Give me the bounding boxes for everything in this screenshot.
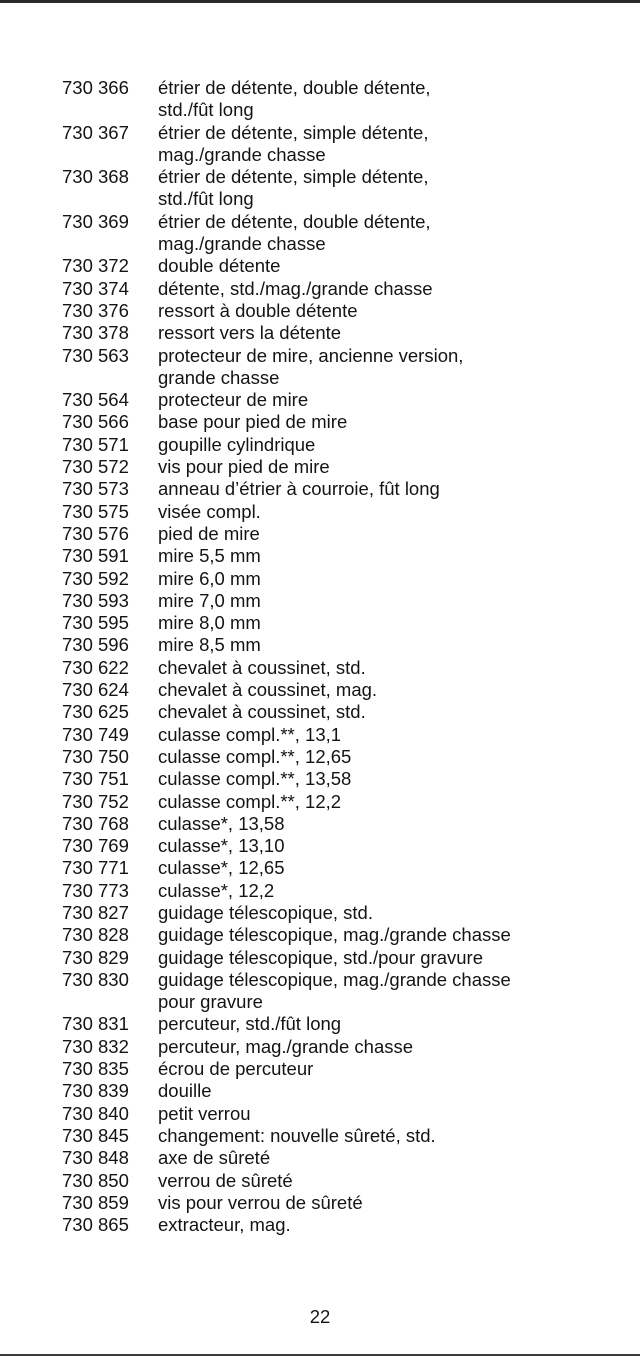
part-number: 730 828 xyxy=(62,924,129,946)
part-description: étrier de détente, simple détente, std./fût long xyxy=(158,166,429,210)
part-description: guidage télescopique, mag./grande chasse pour gravure xyxy=(158,968,511,1013)
part-description: écrou de percuteur xyxy=(158,1058,314,1080)
part-row xyxy=(62,345,632,390)
part-description: percuteur, mag./grande chasse xyxy=(158,1035,414,1057)
part-number: 730 749 xyxy=(62,723,129,745)
part-description: guidage télescopique, std./pour gravure xyxy=(158,946,483,968)
part-row xyxy=(62,947,632,969)
part-number: 730 829 xyxy=(62,946,129,968)
part-number: 730 372 xyxy=(62,255,129,277)
part-number: 730 624 xyxy=(62,679,129,701)
page-number: 22 xyxy=(309,1306,331,1327)
part-row xyxy=(62,122,632,167)
part-number: 730 566 xyxy=(62,411,129,433)
part-number: 730 845 xyxy=(62,1124,129,1146)
part-description: guidage télescopique, std. xyxy=(158,901,373,923)
part-number: 730 839 xyxy=(62,1080,129,1102)
part-description: culasse*, 13,58 xyxy=(158,812,285,834)
part-description: axe de sûreté xyxy=(158,1147,271,1169)
part-number: 730 596 xyxy=(62,634,129,656)
part-row xyxy=(62,255,632,277)
part-number: 730 830 xyxy=(62,968,129,990)
part-number: 730 366 xyxy=(62,77,129,98)
part-description: chevalet à coussinet, mag. xyxy=(158,679,378,701)
part-description: étrier de détente, double détente, std./fût long xyxy=(158,77,431,121)
bottom-border-rule xyxy=(0,1354,640,1356)
part-description: mire 8,5 mm xyxy=(158,634,261,656)
part-number: 730 832 xyxy=(62,1035,129,1057)
part-row xyxy=(62,545,632,567)
part-row xyxy=(62,1058,632,1080)
part-description: verrou de sûreté xyxy=(158,1169,293,1191)
part-row xyxy=(62,411,632,433)
parts-list xyxy=(62,77,632,1236)
part-description: petit verrou xyxy=(158,1102,251,1124)
part-row xyxy=(62,612,632,634)
part-description: vis pour verrou de sûreté xyxy=(158,1191,363,1213)
part-description: mire 5,5 mm xyxy=(158,545,261,567)
part-description: visée compl. xyxy=(158,500,261,522)
part-row xyxy=(62,322,632,344)
part-row xyxy=(62,768,632,790)
part-row xyxy=(62,657,632,679)
part-row xyxy=(62,389,632,411)
part-description: mire 6,0 mm xyxy=(158,567,261,589)
part-description: ressort à double détente xyxy=(158,299,358,321)
part-description: chevalet à coussinet, std. xyxy=(158,701,366,723)
part-row xyxy=(62,278,632,300)
part-row xyxy=(62,1192,632,1214)
part-description: culasse compl.**, 12,65 xyxy=(158,745,352,767)
part-number: 730 572 xyxy=(62,456,129,478)
part-description: percuteur, std./fût long xyxy=(158,1013,342,1035)
part-row xyxy=(62,880,632,902)
part-description: double détente xyxy=(158,255,281,277)
part-number: 730 576 xyxy=(62,522,129,544)
part-row xyxy=(62,835,632,857)
part-row xyxy=(62,211,632,256)
top-border-rule xyxy=(0,0,640,3)
part-number: 730 769 xyxy=(62,835,129,857)
part-number: 730 591 xyxy=(62,545,129,567)
part-description: culasse*, 12,2 xyxy=(158,879,275,901)
part-description: anneau d’étrier à courroie, fût long xyxy=(158,478,440,500)
part-number: 730 850 xyxy=(62,1169,129,1191)
part-row xyxy=(62,590,632,612)
part-row xyxy=(62,924,632,946)
part-row xyxy=(62,746,632,768)
part-number: 730 773 xyxy=(62,879,129,901)
part-row xyxy=(62,77,632,122)
part-number: 730 593 xyxy=(62,589,129,611)
part-description: étrier de détente, double détente, mag./grande chasse xyxy=(158,210,431,255)
part-description: protecteur de mire, ancienne version, grande chasse xyxy=(158,344,464,388)
part-number: 730 768 xyxy=(62,812,129,834)
part-number: 730 840 xyxy=(62,1102,129,1124)
part-description: goupille cylindrique xyxy=(158,433,316,455)
part-row xyxy=(62,1013,632,1035)
part-number: 730 564 xyxy=(62,389,129,411)
part-number: 730 859 xyxy=(62,1191,129,1213)
part-description: détente, std./mag./grande chasse xyxy=(158,277,433,299)
part-row xyxy=(62,701,632,723)
part-number: 730 625 xyxy=(62,701,129,723)
part-row xyxy=(62,813,632,835)
part-row xyxy=(62,300,632,322)
part-number: 730 827 xyxy=(62,901,129,923)
part-number: 730 622 xyxy=(62,656,129,678)
part-row xyxy=(62,791,632,813)
part-number: 730 374 xyxy=(62,277,129,299)
part-description: vis pour pied de mire xyxy=(158,456,330,478)
part-row xyxy=(62,166,632,211)
part-number: 730 575 xyxy=(62,500,129,522)
part-number: 730 367 xyxy=(62,121,129,143)
part-row xyxy=(62,1214,632,1236)
part-number: 730 378 xyxy=(62,322,129,344)
part-description: étrier de détente, simple détente, mag./grande chasse xyxy=(158,121,429,165)
part-description: culasse compl.**, 13,1 xyxy=(158,723,342,745)
part-number: 730 563 xyxy=(62,344,129,366)
part-description: culasse compl.**, 13,58 xyxy=(158,768,352,790)
part-row xyxy=(62,902,632,924)
part-row xyxy=(62,1080,632,1102)
part-description: chevalet à coussinet, std. xyxy=(158,656,366,678)
part-number: 730 369 xyxy=(62,210,129,232)
part-row xyxy=(62,456,632,478)
part-number: 730 571 xyxy=(62,433,129,455)
part-description: guidage télescopique, mag./grande chasse xyxy=(158,924,511,946)
part-description: protecteur de mire xyxy=(158,389,309,411)
part-row xyxy=(62,857,632,879)
part-number: 730 752 xyxy=(62,790,129,812)
part-row xyxy=(62,478,632,500)
part-description: mire 8,0 mm xyxy=(158,612,261,634)
part-number: 730 751 xyxy=(62,768,129,790)
part-description: ressort vers la détente xyxy=(158,322,342,344)
part-number: 730 750 xyxy=(62,745,129,767)
part-number: 730 848 xyxy=(62,1147,129,1169)
part-description: extracteur, mag. xyxy=(158,1214,291,1236)
part-number: 730 592 xyxy=(62,567,129,589)
part-description: culasse compl.**, 12,2 xyxy=(158,790,342,812)
part-row xyxy=(62,501,632,523)
part-number: 730 368 xyxy=(62,166,129,188)
part-row xyxy=(62,724,632,746)
part-number: 730 771 xyxy=(62,857,129,879)
part-description: changement: nouvelle sûreté, std. xyxy=(158,1124,436,1146)
part-row xyxy=(62,523,632,545)
part-number: 730 865 xyxy=(62,1214,129,1236)
part-row xyxy=(62,1170,632,1192)
part-number: 730 595 xyxy=(62,612,129,634)
part-description: base pour pied de mire xyxy=(158,411,348,433)
part-row xyxy=(62,1125,632,1147)
part-number: 730 376 xyxy=(62,299,129,321)
part-description: culasse*, 12,65 xyxy=(158,857,285,879)
part-number: 730 831 xyxy=(62,1013,129,1035)
part-number: 730 573 xyxy=(62,478,129,500)
part-description: douille xyxy=(158,1080,212,1102)
part-row xyxy=(62,634,632,656)
part-description: mire 7,0 mm xyxy=(158,589,261,611)
part-description: culasse*, 13,10 xyxy=(158,835,285,857)
part-row xyxy=(62,1103,632,1125)
part-row xyxy=(62,1036,632,1058)
part-row xyxy=(62,1147,632,1169)
part-row xyxy=(62,679,632,701)
part-row xyxy=(62,969,632,1014)
part-number: 730 835 xyxy=(62,1058,129,1080)
part-row xyxy=(62,568,632,590)
part-row xyxy=(62,434,632,456)
part-description: pied de mire xyxy=(158,522,260,544)
